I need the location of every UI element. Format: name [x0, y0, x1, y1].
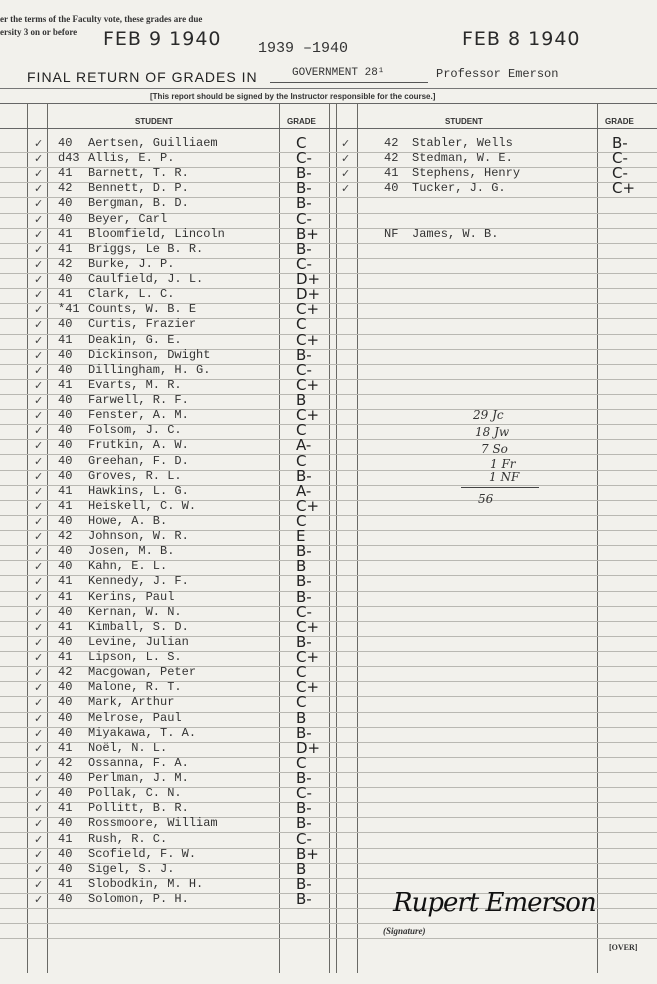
student-grade: C — [296, 134, 307, 152]
student-grade: C+ — [296, 300, 320, 319]
column-header-grade-right: GRADE — [605, 117, 634, 126]
student-name: Hawkins, L. G. — [88, 483, 189, 498]
student-class-year: 41 — [58, 589, 73, 604]
student-grade: B- — [296, 587, 312, 606]
check-mark-icon: ✓ — [34, 409, 44, 423]
check-mark-icon: ✓ — [34, 424, 44, 438]
table-row — [0, 924, 657, 939]
student-name: Barnett, T. R. — [88, 166, 189, 181]
student-class-year: 42 — [58, 755, 73, 770]
student-grade: E — [296, 527, 306, 546]
check-mark-icon: ✓ — [341, 167, 351, 181]
student-class-year: 42 — [58, 256, 73, 271]
student-grade: B- — [296, 874, 312, 893]
student-name: Caulfield, J. L. — [88, 272, 204, 287]
student-grade: B- — [296, 239, 312, 258]
student-class-year: 42 — [58, 665, 73, 680]
student-grade: C+ — [296, 406, 320, 425]
student-class-year: 41 — [58, 740, 73, 755]
student-class-year: 42 — [384, 136, 399, 150]
student-class-year: 41 — [58, 287, 73, 302]
student-grade: C — [296, 663, 307, 682]
student-grade: C — [296, 753, 307, 772]
check-mark-icon: ✓ — [341, 182, 351, 196]
column-header-grade-left: GRADE — [287, 117, 316, 126]
student-name: Malone, R. T. — [88, 680, 182, 695]
student-class-year: NF — [384, 226, 399, 241]
check-mark-icon: ✓ — [34, 620, 44, 634]
check-mark-icon: ✓ — [34, 802, 44, 816]
student-grade: B- — [296, 769, 312, 788]
student-class-year: 40 — [58, 408, 73, 423]
check-mark-icon: ✓ — [34, 681, 44, 695]
student-class-year: 40 — [58, 196, 73, 211]
student-name: Mark, Arthur — [88, 695, 175, 710]
student-class-year: 40 — [58, 423, 73, 438]
check-mark-icon: ✓ — [34, 635, 44, 649]
student-grade: B- — [296, 164, 312, 183]
student-name: Pollitt, B. R. — [88, 801, 189, 816]
header-rule — [0, 88, 657, 89]
student-name: Groves, R. L. — [88, 468, 182, 483]
check-mark-icon: ✓ — [34, 439, 44, 453]
student-grade: B+ — [296, 844, 319, 863]
student-grade: B- — [296, 799, 312, 818]
check-mark-icon: ✓ — [34, 378, 44, 392]
check-mark-icon: ✓ — [34, 832, 44, 846]
student-name: Deakin, G. E. — [88, 332, 182, 347]
student-grade: C- — [296, 829, 312, 848]
student-grade: B — [296, 391, 307, 410]
student-class-year: 41 — [58, 241, 73, 256]
check-mark-icon: ✓ — [34, 454, 44, 468]
student-grade: C — [296, 421, 307, 440]
student-name: Folsom, J. C. — [88, 423, 182, 438]
student-name: Miyakawa, T. A. — [88, 725, 197, 740]
student-class-year: 41 — [58, 876, 73, 891]
student-grade: B- — [296, 194, 312, 213]
student-class-year: 40 — [58, 317, 73, 332]
student-class-year: d43 — [58, 151, 80, 166]
student-name: Kernan, W. N. — [88, 604, 182, 619]
tally-line-5: 1 NF — [489, 470, 520, 484]
student-class-year: 41 — [58, 498, 73, 513]
student-class-year: 41 — [58, 650, 73, 665]
student-name: Johnson, W. R. — [88, 529, 189, 544]
check-mark-icon: ✓ — [34, 197, 44, 211]
signing-instruction: [This report should be signed by the Instructor responsible for the course.] — [150, 92, 436, 101]
student-class-year: 40 — [58, 695, 73, 710]
student-name: Melrose, Paul — [88, 710, 182, 725]
student-grade: C+ — [296, 678, 320, 697]
course-name: GOVERNMENT 28¹ — [292, 67, 385, 79]
student-name: Ossanna, F. A. — [88, 755, 189, 770]
student-grade: B- — [296, 542, 312, 561]
student-grade: B- — [296, 345, 312, 364]
student-class-year: 40 — [58, 604, 73, 619]
check-mark-icon: ✓ — [34, 394, 44, 408]
student-grade: B — [296, 708, 307, 727]
check-mark-icon: ✓ — [34, 741, 44, 755]
student-grade: B+ — [296, 224, 319, 243]
student-class-year: 41 — [384, 166, 399, 181]
check-mark-icon: ✓ — [34, 772, 44, 786]
student-grade: B- — [612, 134, 628, 152]
student-grade: D+ — [296, 285, 321, 304]
due-date-stamp: FEB 9 1940 — [103, 28, 222, 50]
student-grade: D+ — [296, 270, 321, 289]
check-mark-icon: ✓ — [34, 257, 44, 271]
student-class-year: 40 — [58, 393, 73, 408]
student-name: Stabler, Wells — [412, 136, 513, 150]
check-mark-icon: ✓ — [34, 288, 44, 302]
student-grade: C- — [296, 784, 312, 803]
check-mark-icon: ✓ — [34, 303, 44, 317]
student-name: Kennedy, J. F. — [88, 574, 189, 589]
student-grade: C+ — [296, 496, 320, 515]
check-mark-icon: ✓ — [34, 696, 44, 710]
check-mark-icon: ✓ — [34, 167, 44, 181]
check-mark-icon: ✓ — [34, 515, 44, 528]
student-grade: B- — [296, 179, 312, 198]
student-grade: B- — [296, 723, 312, 742]
check-mark-icon: ✓ — [34, 469, 44, 483]
student-name: Allis, E. P. — [88, 151, 175, 166]
student-name: Macgowan, Peter — [88, 665, 197, 680]
student-grade: C — [296, 315, 307, 334]
student-class-year: 40 — [58, 861, 73, 876]
student-name: Noël, N. L. — [88, 740, 168, 755]
student-name: Curtis, Frazier — [88, 317, 197, 332]
column-header-rule — [0, 128, 657, 129]
student-name: Farwell, R. F. — [88, 393, 189, 408]
student-name: Stedman, W. E. — [412, 151, 513, 166]
student-name: Kimball, S. D. — [88, 619, 189, 634]
student-grade: C — [296, 451, 307, 470]
student-grade: B- — [296, 466, 312, 485]
student-name: Tucker, J. G. — [412, 181, 506, 196]
student-name: Beyer, Carl — [88, 211, 168, 226]
check-mark-icon: ✓ — [34, 348, 44, 362]
check-mark-icon: ✓ — [34, 666, 44, 680]
student-name: Counts, W. B. E — [88, 302, 197, 317]
column-header-student-left: STUDENT — [135, 117, 173, 126]
student-grade: B- — [296, 632, 312, 651]
student-class-year: 40 — [58, 453, 73, 468]
student-class-year: 40 — [58, 514, 73, 528]
student-class-year: 40 — [58, 892, 73, 906]
student-name: Heiskell, C. W. — [88, 498, 197, 513]
tally-line-1: 29 Jc — [473, 408, 504, 422]
student-class-year: 41 — [58, 619, 73, 634]
student-class-year: *41 — [58, 302, 80, 317]
student-name: Rossmoore, William — [88, 816, 218, 831]
student-grade: C+ — [296, 617, 320, 636]
student-name: Lipson, L. S. — [88, 650, 182, 665]
student-class-year: 40 — [58, 136, 73, 150]
student-class-year: 41 — [58, 831, 73, 846]
student-class-year: 40 — [58, 771, 73, 786]
student-name: Greehan, F. D. — [88, 453, 189, 468]
student-class-year: 41 — [58, 574, 73, 589]
student-grade: C- — [612, 164, 628, 183]
student-class-year: 40 — [58, 680, 73, 695]
student-class-year: 40 — [58, 725, 73, 740]
student-grade: C- — [296, 209, 312, 228]
student-class-year: 40 — [58, 786, 73, 801]
student-name: Bloomfield, Lincoln — [88, 226, 225, 241]
student-class-year: 41 — [58, 801, 73, 816]
student-class-year: 40 — [58, 347, 73, 362]
student-grade: A- — [296, 481, 312, 500]
student-name: Stephens, Henry — [412, 166, 521, 181]
student-name: Bennett, D. P. — [88, 181, 189, 196]
check-mark-icon: ✓ — [34, 333, 44, 347]
check-mark-icon: ✓ — [34, 787, 44, 801]
student-class-year: 40 — [58, 634, 73, 649]
check-mark-icon: ✓ — [34, 575, 44, 589]
student-grade: C- — [612, 149, 628, 168]
student-grade: C+ — [612, 179, 636, 198]
student-name: Scofield, F. W. — [88, 846, 197, 861]
student-class-year: 42 — [58, 529, 73, 544]
student-grade: C+ — [296, 648, 320, 667]
check-mark-icon: ✓ — [34, 605, 44, 619]
student-class-year: 41 — [58, 226, 73, 241]
student-name: Solomon, P. H. — [88, 892, 189, 906]
student-name: Burke, J. P. — [88, 256, 175, 271]
check-mark-icon: ✓ — [34, 182, 44, 196]
tally-line-3: 7 So — [481, 442, 508, 456]
check-mark-icon: ✓ — [34, 817, 44, 831]
student-name: Frutkin, A. W. — [88, 438, 189, 453]
student-class-year: 40 — [58, 211, 73, 226]
check-mark-icon: ✓ — [341, 152, 351, 166]
check-mark-icon: ✓ — [34, 137, 44, 150]
form-title: FINAL RETURN OF GRADES IN — [27, 69, 258, 85]
tally-line-4: 1 Fr — [490, 457, 516, 471]
student-grade: C- — [296, 254, 312, 273]
tally-total: 56 — [478, 492, 494, 506]
student-class-year: 40 — [58, 362, 73, 377]
student-class-year: 40 — [58, 272, 73, 287]
check-mark-icon: ✓ — [34, 484, 44, 498]
column-header-student-right: STUDENT — [445, 117, 483, 126]
student-name: James, W. B. — [412, 226, 499, 241]
student-grade: B- — [296, 572, 312, 591]
check-mark-icon: ✓ — [34, 318, 44, 332]
student-grade: B- — [296, 814, 312, 833]
student-name: Clark, L. C. — [88, 287, 175, 302]
tally-sum-rule — [461, 487, 539, 488]
over-note: [OVER] — [609, 943, 638, 952]
student-name: Howe, A. B. — [88, 514, 168, 528]
check-mark-icon: ✓ — [341, 137, 351, 150]
tally-line-2: 18 Jw — [475, 425, 510, 439]
check-mark-icon: ✓ — [34, 651, 44, 665]
check-mark-icon: ✓ — [34, 877, 44, 891]
student-class-year: 41 — [58, 332, 73, 347]
check-mark-icon: ✓ — [34, 590, 44, 604]
student-grade: D+ — [296, 738, 321, 757]
student-name: Kerins, Paul — [88, 589, 175, 604]
instructor-signature: Rupert Emerson — [393, 888, 596, 918]
check-mark-icon: ✓ — [34, 363, 44, 377]
check-mark-icon: ✓ — [34, 756, 44, 770]
student-grade: A- — [296, 436, 312, 455]
student-name: Josen, M. B. — [88, 544, 175, 559]
student-grade: B — [296, 557, 307, 576]
student-name: Dickinson, Dwight — [88, 347, 211, 362]
student-name: Fenster, A. M. — [88, 408, 189, 423]
student-class-year: 40 — [58, 559, 73, 574]
student-name: Sigel, S. J. — [88, 861, 175, 876]
student-class-year: 41 — [58, 483, 73, 498]
course-underline — [270, 82, 428, 83]
signature-caption: (Signature) — [383, 926, 426, 936]
received-date-stamp: FEB 8 1940 — [462, 28, 581, 50]
check-mark-icon: ✓ — [34, 212, 44, 226]
student-name: Slobodkin, M. H. — [88, 876, 204, 891]
student-name: Evarts, M. R. — [88, 377, 182, 392]
student-grade: C — [296, 693, 307, 712]
student-class-year: 40 — [58, 468, 73, 483]
check-mark-icon: ✓ — [34, 726, 44, 740]
student-class-year: 40 — [58, 816, 73, 831]
professor-name: Professor Emerson — [436, 67, 559, 81]
student-name: Dillingham, H. G. — [88, 362, 211, 377]
student-grade: B- — [296, 890, 312, 908]
check-mark-icon: ✓ — [34, 273, 44, 287]
check-mark-icon: ✓ — [34, 530, 44, 544]
check-mark-icon: ✓ — [34, 545, 44, 559]
student-class-year: 41 — [58, 377, 73, 392]
student-grade: C+ — [296, 330, 320, 349]
student-name: Bergman, B. D. — [88, 196, 189, 211]
student-name: Perlman, J. M. — [88, 771, 189, 786]
student-name: Levine, Julian — [88, 634, 189, 649]
check-mark-icon: ✓ — [34, 499, 44, 513]
check-mark-icon: ✓ — [34, 862, 44, 876]
student-grade: B — [296, 859, 307, 878]
student-class-year: 40 — [58, 846, 73, 861]
student-class-year: 41 — [58, 166, 73, 181]
student-grade: C+ — [296, 375, 320, 394]
student-grade: C- — [296, 149, 312, 168]
student-name: Rush, R. C. — [88, 831, 168, 846]
student-grade: C — [296, 512, 307, 530]
student-name: Aertsen, Guilliaem — [88, 136, 218, 150]
deadline-note-line1: er the terms of the Faculty vote, these grades are due — [0, 14, 203, 24]
student-grade: C- — [296, 360, 312, 379]
student-class-year: 42 — [384, 151, 399, 166]
check-mark-icon: ✓ — [34, 227, 44, 241]
student-class-year: 40 — [58, 544, 73, 559]
check-mark-icon: ✓ — [34, 152, 44, 166]
check-mark-icon: ✓ — [34, 893, 44, 906]
check-mark-icon: ✓ — [34, 847, 44, 861]
student-class-year: 40 — [58, 710, 73, 725]
check-mark-icon: ✓ — [34, 242, 44, 256]
student-class-year: 40 — [58, 438, 73, 453]
student-name: Pollak, C. N. — [88, 786, 182, 801]
student-name: Briggs, Le B. R. — [88, 241, 204, 256]
student-class-year: 40 — [384, 181, 399, 196]
student-class-year: 42 — [58, 181, 73, 196]
check-mark-icon: ✓ — [34, 560, 44, 574]
check-mark-icon: ✓ — [34, 711, 44, 725]
student-grade: C- — [296, 602, 312, 621]
student-name: Kahn, E. L. — [88, 559, 168, 574]
academic-year: 1939 –1940 — [258, 40, 349, 57]
deadline-note-line2: ersity 3 on or before — [0, 27, 78, 37]
